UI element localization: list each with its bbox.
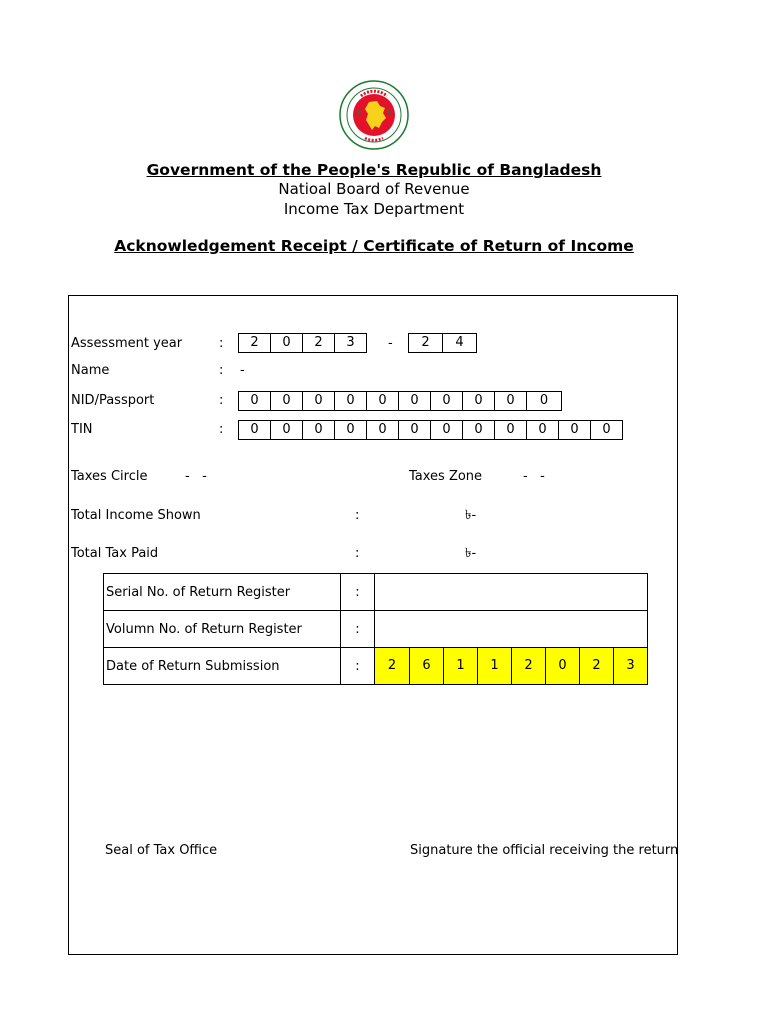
volume-label: Volumn No. of Return Register (104, 611, 341, 648)
assessment-dash: - (388, 336, 393, 351)
total-income-value: ৳- (465, 508, 477, 523)
digit-cell: 0 (398, 391, 431, 411)
date-digit-cell: 3 (613, 648, 647, 684)
digit-cell: 2 (302, 333, 335, 353)
nid-label: NID/Passport (71, 393, 155, 408)
date-label: Date of Return Submission (104, 648, 341, 685)
government-title: Government of the People's Republic of Bangladesh (146, 161, 602, 179)
digit-cell: 0 (238, 391, 271, 411)
digit-cell: 0 (494, 420, 527, 440)
digit-cell: 2 (408, 333, 443, 353)
total-tax-value: ৳- (465, 546, 477, 561)
taxes-zone-label: Taxes Zone (409, 469, 483, 484)
digit-cell: 0 (526, 420, 559, 440)
date-digit-cell: 2 (511, 648, 545, 684)
digit-cell: 2 (238, 333, 271, 353)
serial-label: Serial No. of Return Register (104, 574, 341, 611)
digit-cell: 3 (334, 333, 367, 353)
digit-cell: 0 (462, 391, 495, 411)
signature-label: Signature the official receiving the return (410, 843, 679, 858)
digit-cell: 0 (302, 391, 335, 411)
document-title: Acknowledgement Receipt / Certificate of Return of Income (114, 237, 634, 255)
department-title: Income Tax Department (283, 200, 465, 218)
digit-cell: 0 (398, 420, 431, 440)
digit-cell: 0 (590, 420, 623, 440)
date-digit-cell: 0 (545, 648, 579, 684)
digit-cell: 0 (430, 391, 463, 411)
digit-cell: 0 (430, 420, 463, 440)
digit-cell: 0 (334, 420, 367, 440)
table-row (104, 648, 648, 685)
seal-label: Seal of Tax Office (105, 843, 218, 858)
date-digit-cell: 6 (409, 648, 443, 684)
assessment-colon: : (219, 336, 224, 351)
tin-colon: : (219, 422, 224, 437)
date-value (375, 648, 648, 685)
total-income-colon: : (355, 508, 360, 523)
board-title: Natioal Board of Revenue (278, 180, 470, 198)
taxes-circle-value: - - (185, 469, 207, 484)
serial-value (375, 574, 648, 611)
digit-cell: 0 (238, 420, 271, 440)
digit-cell: 0 (366, 420, 399, 440)
volume-value (375, 611, 648, 648)
digit-cell: 4 (442, 333, 477, 353)
date-digit-cell: 1 (477, 648, 511, 684)
name-colon: : (219, 363, 224, 378)
serial-colon: : (341, 574, 375, 611)
date-digit-cell: 2 (375, 648, 409, 684)
tin-label: TIN (71, 422, 93, 437)
digit-cell: 0 (366, 391, 399, 411)
volume-colon: : (341, 611, 375, 648)
return-register-table (103, 573, 648, 685)
digit-cell: 0 (334, 391, 367, 411)
digit-cell: 0 (462, 420, 495, 440)
digit-cell: 0 (270, 391, 303, 411)
name-value: - (240, 363, 245, 378)
assessment-year-from (238, 333, 367, 353)
digit-cell: 0 (302, 420, 335, 440)
date-digit-cell: 1 (443, 648, 477, 684)
total-tax-colon: : (355, 546, 360, 561)
total-tax-label: Total Tax Paid (71, 546, 159, 561)
taxes-circle-label: Taxes Circle (71, 469, 148, 484)
date-colon: : (341, 648, 375, 685)
table-row (104, 574, 648, 611)
nbr-seal-logo-icon (339, 80, 409, 150)
total-income-label: Total Income Shown (71, 508, 201, 523)
nid-digits (238, 391, 562, 411)
nid-colon: : (219, 393, 224, 408)
digit-cell: 0 (270, 420, 303, 440)
digit-cell: 0 (494, 391, 527, 411)
assessment-year-label: Assessment year (71, 336, 183, 351)
digit-cell: 0 (270, 333, 303, 353)
taxes-zone-value: - - (523, 469, 545, 484)
table-row (104, 611, 648, 648)
digit-cell: 0 (526, 391, 562, 411)
digit-cell: 0 (558, 420, 591, 440)
tin-digits (238, 420, 623, 440)
date-digit-cell: 2 (579, 648, 613, 684)
name-label: Name (71, 363, 110, 378)
assessment-year-to (408, 333, 477, 353)
